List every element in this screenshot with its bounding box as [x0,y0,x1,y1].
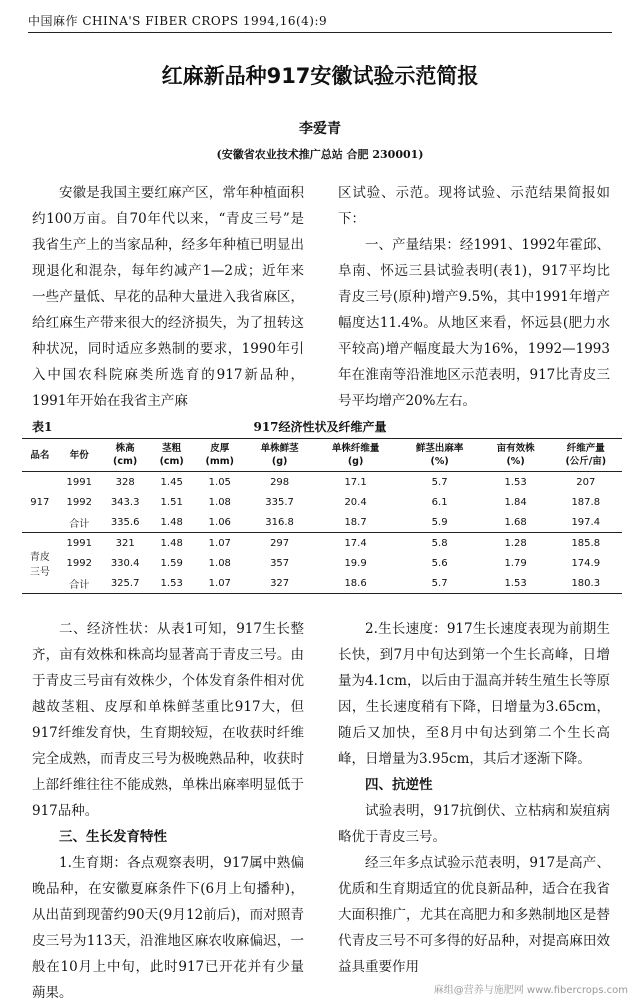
header-rule [28,32,612,33]
table-cell: 343.3 [110,496,140,508]
section-heading-resistance: 四、抗逆性 [365,777,433,793]
table-cell: 180.3 [571,577,601,589]
table-cell: 1.59 [160,557,183,569]
left-column-bottom [32,616,304,1006]
col-header-bark: 皮厚 (mm) [205,443,235,467]
table-cell: 357 [270,557,290,569]
table-cell: 1991 [66,476,92,488]
right-column-top [338,180,610,414]
table-cell: 1991 [66,537,92,549]
table-cell: 325.7 [110,577,140,589]
table-cell: 1.53 [504,476,527,488]
table-cell: 1.51 [160,496,183,508]
col-header-year: 年份 [69,449,89,461]
table-cell: 1.48 [160,516,183,528]
table-row [22,553,622,573]
growth-speed-paragraph: 2.生长速度：917生长速度表现为前期生长快，到7月中旬达到第一个生长高峰，日增量为4.1cm，以后由于温高并转生殖生长等原因，生长速度稍有下降，日增量为3.65cm，随后又加快，至8月中旬达到第二个生长高峰，日增量为3.95cm，其后才逐渐下降。 [338,621,610,767]
traits-table [22,438,622,594]
journal-header: 中国麻作 CHINA'S FIBER CROPS 1994,16(4):9 [28,14,328,28]
article-title: 红麻新品种917安徽试验示范简报 [161,64,479,88]
intro-paragraph: 安徽是我国主要红麻产区，常年种植面积约100万亩。自70年代以来，“青皮三号”是我省生产上的当家品种，经多年种植已明显出现退化和混杂，每年约减产1—2成；近年来一些产量低、早花的品种大量进入我省麻区，给红麻生产带来很大的经济损失，为了扭转这种状况，同时适应多熟制的要求，1990年引入中国农科院麻类所选育的917新品种，1991年开始在我省主产麻 [32,185,304,409]
table-cell: 6.1 [431,496,448,508]
table-cell: 1.68 [504,516,527,528]
table-header-row [22,439,622,472]
table-cell: 1.06 [208,516,231,528]
table-cell: 20.4 [344,496,367,508]
table-cell: 18.7 [344,516,367,528]
table-cell: 1.07 [208,577,231,589]
table-row [22,472,622,493]
left-column-top [32,180,304,414]
col-header-name: 品名 [30,449,50,461]
growth-period-paragraph: 1.生育期：各点观察表明，917属中熟偏晚品种，在安徽夏麻条件下(6月上旬播种)，从出苗到现蕾约90天(9月12前后)，而对照青皮三号为113天，沿淮地区麻农收麻偏迟，一般在10月上中旬，此时917已开花并有少量蒴果。 [32,855,304,1001]
intro-continued: 区试验、示范。现将试验、示范结果简报如下： [338,185,610,227]
table-cell: 197.4 [571,516,601,528]
col-header-yield: 纤维产量 (公斤/亩) [565,443,607,467]
resistance-paragraph: 试验表明，917抗倒伏、立枯病和炭疽病略优于青皮三号。 [338,803,610,845]
table-row [22,512,622,533]
table-cell: 1.28 [504,537,527,549]
conclusion-paragraph: 经三年多点试验示范表明，917是高产、优质和生育期适宜的优良新品种，适合在我省大面积推广，尤其在高肥力和多熟制地区是替代青皮三号不可多得的好品种，对提高麻田效益具重要作用 [338,855,610,975]
table-cell: 1.84 [504,496,527,508]
site-watermark: 麻组@营养与施肥网 www.fibercrops.com [433,985,628,996]
article-author: 李爱青 [299,121,341,137]
table-cell: 187.8 [571,496,601,508]
table-row [22,573,622,594]
col-header-height: 株高 (cm) [113,443,138,467]
table-cell: 328 [115,476,135,488]
table-cell: 297 [270,537,290,549]
table-row [22,533,622,554]
table-label: 表1 [32,420,53,434]
table-cell: 1.08 [208,557,231,569]
section-heading-growth: 三、生长发育特性 [59,829,167,845]
table-cell: 335.6 [110,516,140,528]
table-cell: 330.4 [110,557,140,569]
table-row [22,492,622,512]
table-cell: 1.45 [160,476,183,488]
table-cell: 335.7 [265,496,294,508]
table-cell: 316.8 [265,516,294,528]
article-affiliation: (安徽省农业技术推广总站 合肥 230001) [216,148,424,161]
table-cell: 19.9 [344,557,367,569]
col-header-rate: 鲜茎出麻率 (%) [415,443,464,467]
variety-name: 917 [30,496,50,508]
table-cell: 5.8 [431,537,448,549]
col-header-fiber: 单株纤维量 (g) [331,443,380,467]
table-cell: 1.08 [208,496,231,508]
table-cell: 5.7 [431,476,448,488]
table-cell: 321 [115,537,135,549]
table-cell: 5.6 [431,557,448,569]
table-cell: 174.9 [571,557,601,569]
table-cell: 1.53 [160,577,183,589]
table-cell: 5.7 [431,577,448,589]
table-cell: 合计 [69,518,90,530]
table-cell: 1.05 [208,476,231,488]
right-column-bottom [338,616,610,980]
table-cell: 1992 [66,557,92,569]
table-cell: 17.4 [344,537,367,549]
table-cell: 185.8 [571,537,601,549]
variety-name: 青皮 三号 [29,552,50,578]
table-cell: 1.07 [208,537,231,549]
table-cell: 5.9 [431,516,448,528]
table-cell: 1.48 [160,537,183,549]
table-cell: 合计 [69,579,90,591]
table-cell: 1.79 [504,557,527,569]
table-cell: 1992 [66,496,92,508]
col-header-fresh: 单株鲜茎 (g) [260,443,299,467]
table-caption: 917经济性状及纤维产量 [253,420,387,434]
table-cell: 17.1 [344,476,367,488]
economic-traits-paragraph: 二、经济性状：从表1可知，917生长整齐，亩有效株和株高均显著高于青皮三号。由于青皮三号亩有效株少，个体发育条件相对优越故茎粗、皮厚和单株鲜茎重比917大，但917纤维发育快，生育期较短，在收获时纤维完全成熟，而青皮三号为极晚熟品种，收获时上部纤维往往不能成熟，单株出麻率明显低于917品种。 [32,621,304,819]
col-header-effective: 亩有效株 (%) [496,443,535,467]
table-cell: 1.53 [504,577,527,589]
table-cell: 298 [270,476,290,488]
yield-results-paragraph: 一、产量结果：经1991、1992年霍邱、阜南、怀远三县试验表明(表1)，917平均比青皮三号(原种)增产9.5%，其中1991年增产幅度达11.4%。从地区来看，怀远县(肥力水平较高)增产幅度最大为16%，1992—1993年在淮南等沿淮地区示范表明，917比青皮三号平均增产20%左右。 [338,237,610,409]
table-cell: 207 [576,476,596,488]
table-cell: 327 [270,577,290,589]
table-cell: 18.6 [344,577,367,589]
col-header-stem: 茎粗 (cm) [159,443,184,467]
